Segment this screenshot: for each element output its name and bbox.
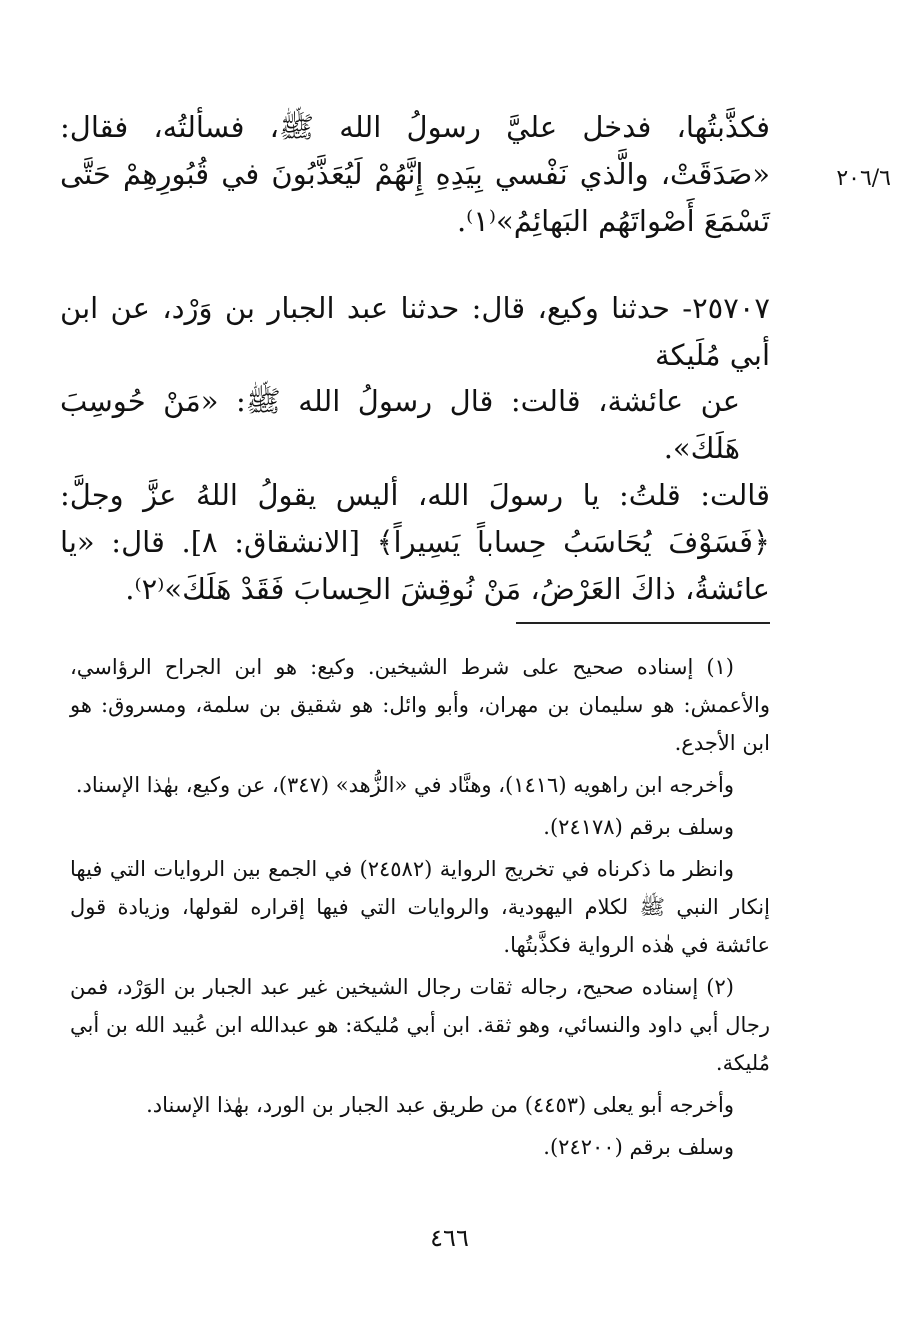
hadith-chain-paragraph: ٢٥٧٠٧- حدثنا وكيع، قال: حدثنا عبد الجبار بن وَرْد، عن ابن أبي مُلَيكة (60, 291, 770, 372)
main-paragraph-1: فكذَّبتُها، فدخل عليَّ رسولُ الله ﷺ، فسألتُه، فقال: «صَدَقَتْ، والَّذي نَفْسي بِيَدِهِ إِنَّهُمْ لَيُعَذَّبُونَ في قُبُورِهِمْ حَتَّى تَسْمَعَ أَصْواتَهُم البَهائِمُ»⁽١⁾. (60, 110, 770, 238)
footnotes-section (70, 648, 770, 1170)
hadith-opening-line: عن عائشة، قالت: قال رسولُ الله ﷺ: «مَنْ حُوسِبَ هَلَكَ». (60, 384, 740, 465)
footnote-paragraph: وأخرجه أبو يعلى (٤٤٥٣) من طريق عبد الجبار بن الورد، بهٰذا الإسناد. (146, 1093, 734, 1117)
hadith-continuation: قالت: قلتُ: يا رسولَ الله، أليس يقولُ اللهُ عزَّ وجلَّ: ﴿فَسَوْفَ يُحَاسَبُ حِساباً يَسِيراً﴾ [الانشقاق: ٨]. قال: «يا عائشةُ، ذاكَ العَرْضُ، مَنْ نُوقِشَ الحِسابَ فَقَدْ هَلَكَ»⁽٢⁾. (60, 478, 770, 606)
hadith-text-paragraph (60, 378, 770, 606)
footnote-paragraph: وسلف برقم (٢٤٢٠٠). (543, 1135, 734, 1159)
footnote-separator-rule (516, 622, 770, 624)
page-number: ٤٦٦ (430, 1224, 469, 1252)
footnote-paragraph: (٢) إسناده صحيح، رجاله ثقات رجال الشيخين غير عبد الجبار بن الوَرْد، فمن رجال أبي داود والنسائي، وهو ثقة. ابن أبي مُليكة: هو عبدالله ابن عُبيد الله بن أبي مُليكة. (70, 975, 770, 1075)
footnote-paragraph: وأخرجه ابن راهويه (١٤١٦)، وهنَّاد في «الزُّهد» (٣٤٧)، عن وكيع، بهٰذا الإسناد. (75, 773, 734, 797)
footnote-paragraph: وسلف برقم (٢٤١٧٨). (543, 815, 734, 839)
footnote-paragraph: وانظر ما ذكرناه في تخريج الرواية (٢٤٥٨٢) في الجمع بين الروايات التي فيها إنكار النبي ﷺ لكلام اليهودية، والروايات التي فيها إقراره لقولها، وزيادة قول عائشة في هٰذه الرواية فكذَّبتُها. (70, 857, 770, 957)
footnote-paragraph: (١) إسناده صحيح على شرط الشيخين. وكيع: هو ابن الجراح الرؤاسي، والأعمش: هو سليمان بن مهران، وأبو وائل: هو شقيق بن سلمة، ومسروق: هو ابن الأجدع. (70, 655, 770, 755)
margin-volume-page-ref: ٢٠٦/٦ (836, 166, 891, 191)
